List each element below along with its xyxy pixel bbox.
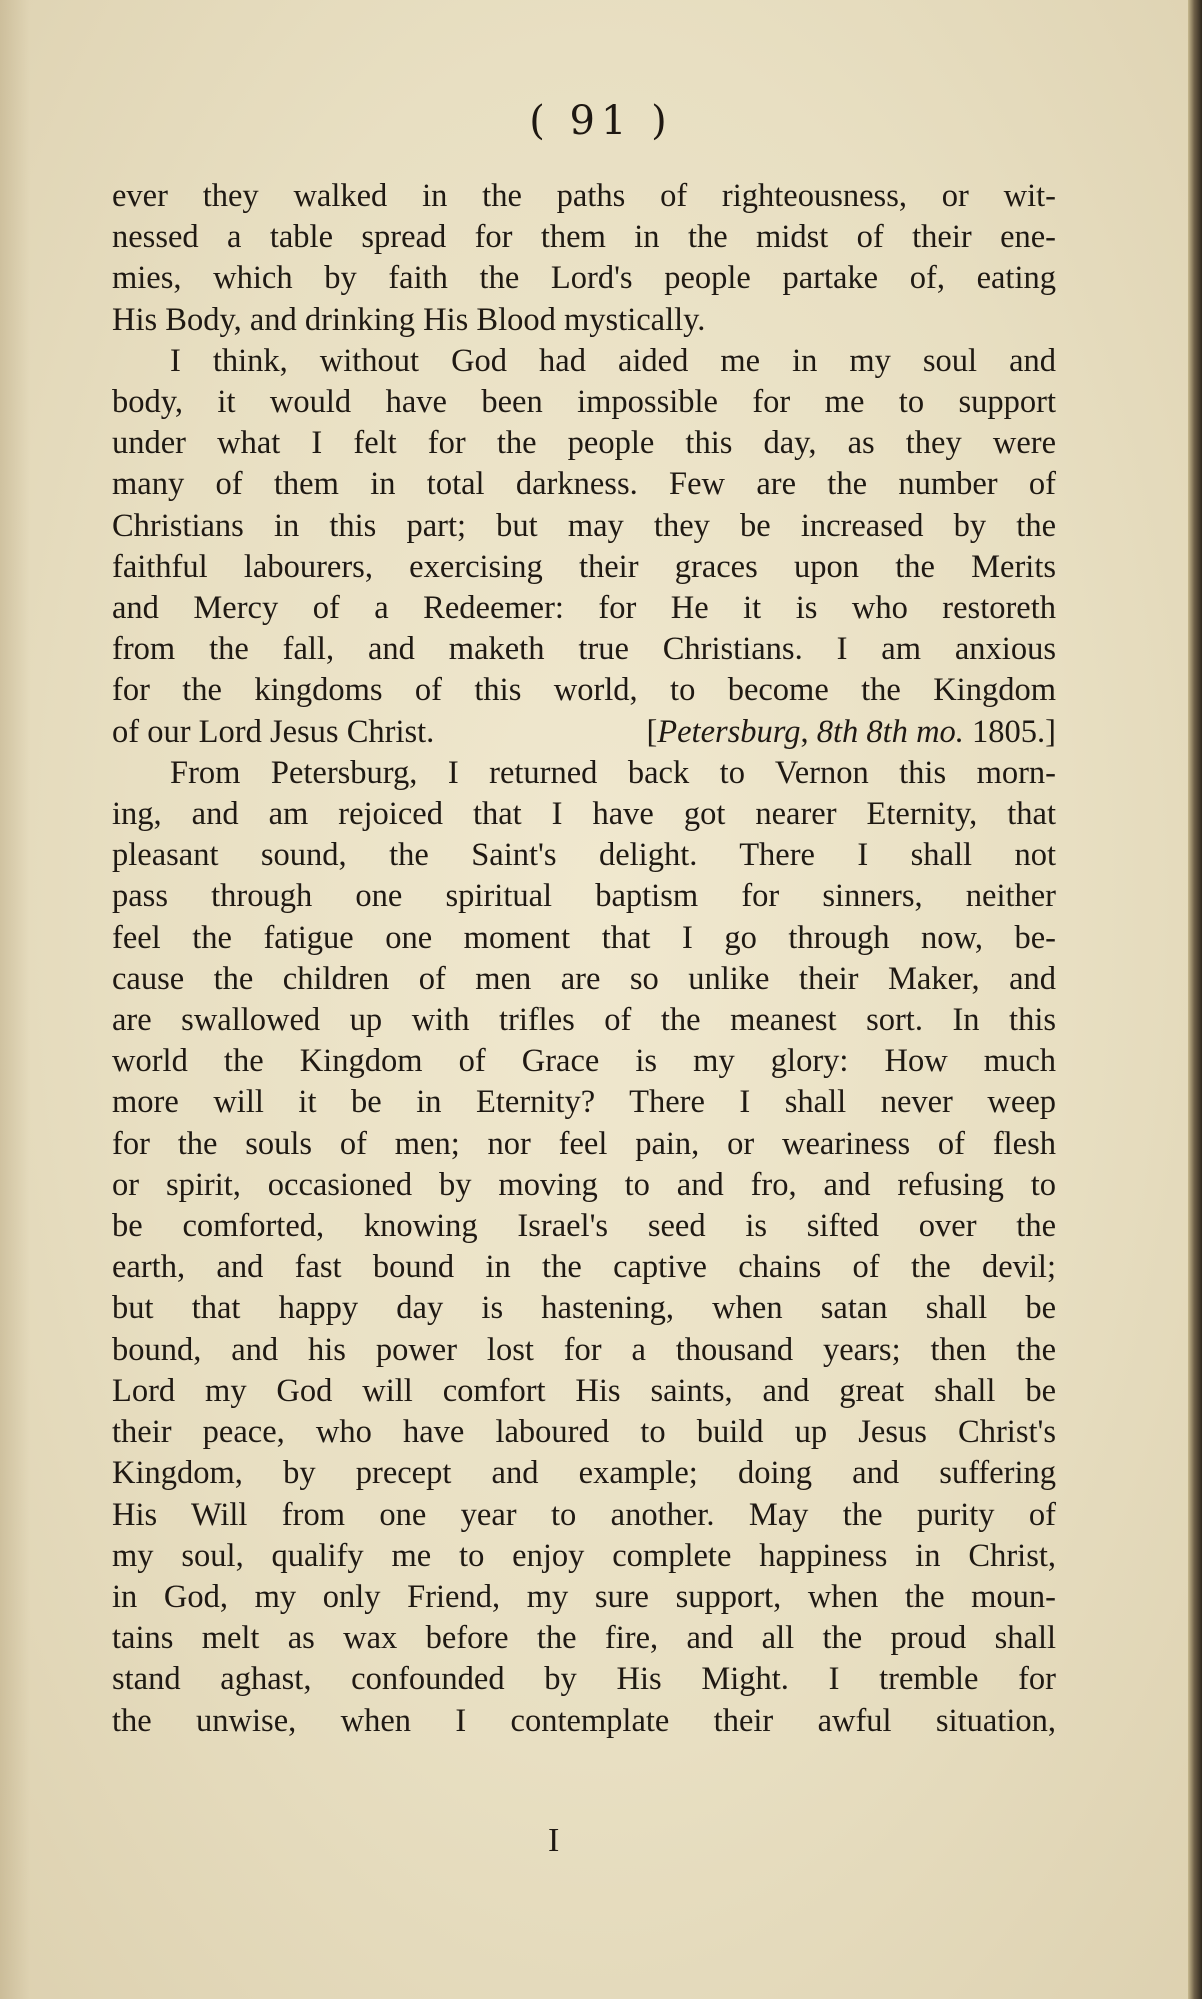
text-line: be comforted, knowing Israel's seed is sifted over the (112, 1208, 1056, 1245)
text-line: ever they walked in the paths of righteousness, or wit- (112, 178, 1056, 214)
text-line: Christians in this part; but may they be increased by the (112, 507, 1056, 544)
dateline-close: ] (1045, 713, 1056, 750)
text-line-body: of our Lord Jesus Christ. (112, 713, 435, 750)
page-gutter-shadow (0, 0, 30, 1999)
text-line: for the souls of men; nor feel pain, or weariness of flesh (112, 1125, 1056, 1162)
text-line: From Petersburg, I returned back to Vernon this morn- (170, 754, 1056, 791)
text-line: earth, and fast bound in the captive chains of the devil; (112, 1249, 1056, 1286)
text-line: body, it would have been impossible for me to support (112, 384, 1056, 421)
dateline-day: 8th (816, 713, 859, 750)
dateline-year: 1805. (963, 713, 1046, 750)
text-line: from the fall, and maketh true Christians. I am anxious (112, 631, 1056, 668)
text-line (112, 712, 1056, 753)
dateline-month: 8th (866, 713, 908, 750)
text-line: ing, and am rejoiced that I have got nearer Eternity, that (112, 796, 1056, 833)
text-line: feel the fatigue one moment that I go through now, be- (112, 919, 1056, 956)
text-line: stand aghast, confounded by His Might. I tremble for (112, 1661, 1056, 1698)
text-line: more will it be in Eternity? There I shall never weep (112, 1084, 1056, 1121)
dateline (646, 712, 1056, 753)
text-line: faithful labourers, exercising their graces upon the Merits (112, 548, 1056, 585)
text-line: for the kingdoms of this world, to become the Kingdom (112, 672, 1056, 709)
text-line: pleasant sound, the Saint's delight. There I shall not (112, 837, 1056, 874)
text-line: their peace, who have laboured to build up Jesus Christ's (112, 1414, 1056, 1451)
text-line: my soul, qualify me to enjoy complete happiness in Christ, (112, 1537, 1056, 1574)
text-line: mies, which by faith the Lord's people partake of, eating (112, 260, 1056, 297)
text-line: but that happy day is hastening, when satan shall be (112, 1290, 1056, 1327)
dateline-comma: , (800, 713, 817, 750)
text-line: and Mercy of a Redeemer: for He it is who restoreth (112, 590, 1056, 627)
body-text (112, 176, 1056, 1742)
text-line: under what I felt for the people this day, as they were (112, 425, 1056, 462)
text-line: His Body, and drinking His Blood mystically. (112, 301, 706, 338)
text-line: many of them in total darkness. Few are the number of (112, 466, 1056, 503)
text-line: nessed a table spread for them in the midst of their ene- (112, 219, 1056, 256)
text-line: the unwise, when I contemplate their awful situation, (112, 1702, 1056, 1739)
dateline-open: [ (646, 713, 658, 750)
dateline-mo: mo. (907, 713, 964, 750)
signature-mark: I (548, 1822, 560, 1859)
text-line: world the Kingdom of Grace is my glory: How much (112, 1043, 1056, 1080)
text-line: Kingdom, by precept and example; doing and suffering (112, 1455, 1056, 1492)
text-line: His Will from one year to another. May the purity of (112, 1496, 1056, 1533)
text-line: Lord my God will comfort His saints, and great shall be (112, 1372, 1056, 1409)
page-number-header: ( 91 ) (529, 98, 673, 144)
text-line: I think, without God had aided me in my soul and (170, 342, 1056, 379)
text-line: or spirit, occasioned by moving to and fro, and refusing to (112, 1166, 1056, 1203)
text-line: bound, and his power lost for a thousand years; then the (112, 1331, 1056, 1368)
text-line: are swallowed up with trifles of the meanest sort. In this (112, 1002, 1056, 1039)
dateline-place: Petersburg (657, 713, 801, 750)
text-line: tains melt as wax before the fire, and all the proud shall (112, 1620, 1056, 1657)
page-edge (1188, 0, 1202, 1999)
text-line: in God, my only Friend, my sure support, when the moun- (112, 1578, 1056, 1615)
text-line: pass through one spiritual baptism for sinners, neither (112, 878, 1056, 915)
text-line: cause the children of men are so unlike their Maker, and (112, 960, 1056, 997)
